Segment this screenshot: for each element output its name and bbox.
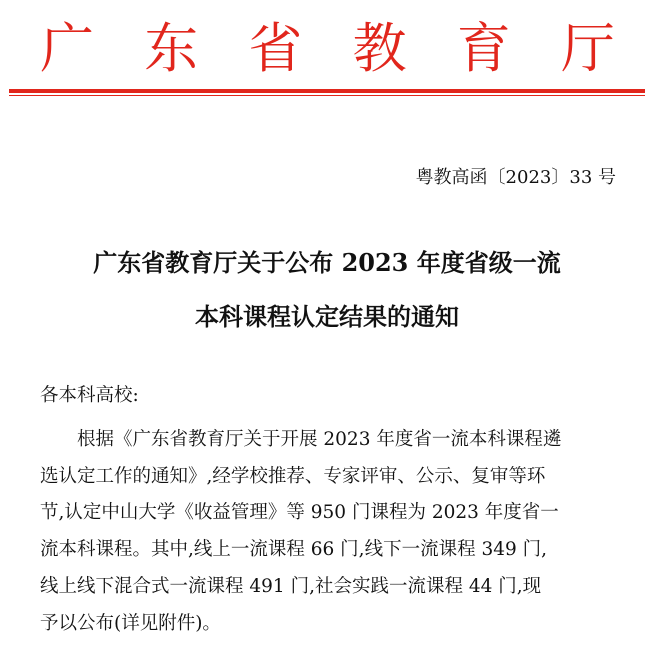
document-title-line-1: 广东省教育厅关于公布 2023 年度省级一流 <box>93 248 561 277</box>
body-line-3: 节,认定中山大学《收益管理》等 950 门课程为 2023 年度省一 <box>40 502 559 523</box>
agency-name <box>40 18 615 80</box>
letterhead <box>0 0 654 100</box>
letterhead-rule-thin <box>9 95 645 96</box>
body-line-2: 选认定工作的通知》,经学校推荐、专家评审、公示、复审等环 <box>40 466 546 487</box>
agency-char: 东 <box>144 17 199 80</box>
document-number: 粤教高函〔2023〕33 号 <box>415 167 616 188</box>
agency-char: 教 <box>352 17 407 80</box>
body-line-4: 流本科课程。其中,线上一流课程 66 门,线下一流课程 349 门, <box>40 539 548 560</box>
salutation: 各本科高校: <box>40 385 139 406</box>
agency-char: 厅 <box>560 17 615 80</box>
agency-char: 广 <box>40 17 94 80</box>
agency-char: 育 <box>456 17 511 80</box>
body-line-6: 予以公布(详见附件)。 <box>40 613 221 634</box>
body-line-5: 线上线下混合式一流课程 491 门,社会实践一流课程 44 门,现 <box>40 576 542 597</box>
document-title-line-2: 本科课程认定结果的通知 <box>195 302 459 331</box>
body-line-1: 根据《广东省教育厅关于开展 2023 年度省一流本科课程遴 <box>77 429 562 450</box>
letterhead-rule-thick <box>9 89 645 93</box>
agency-char: 省 <box>248 17 303 80</box>
